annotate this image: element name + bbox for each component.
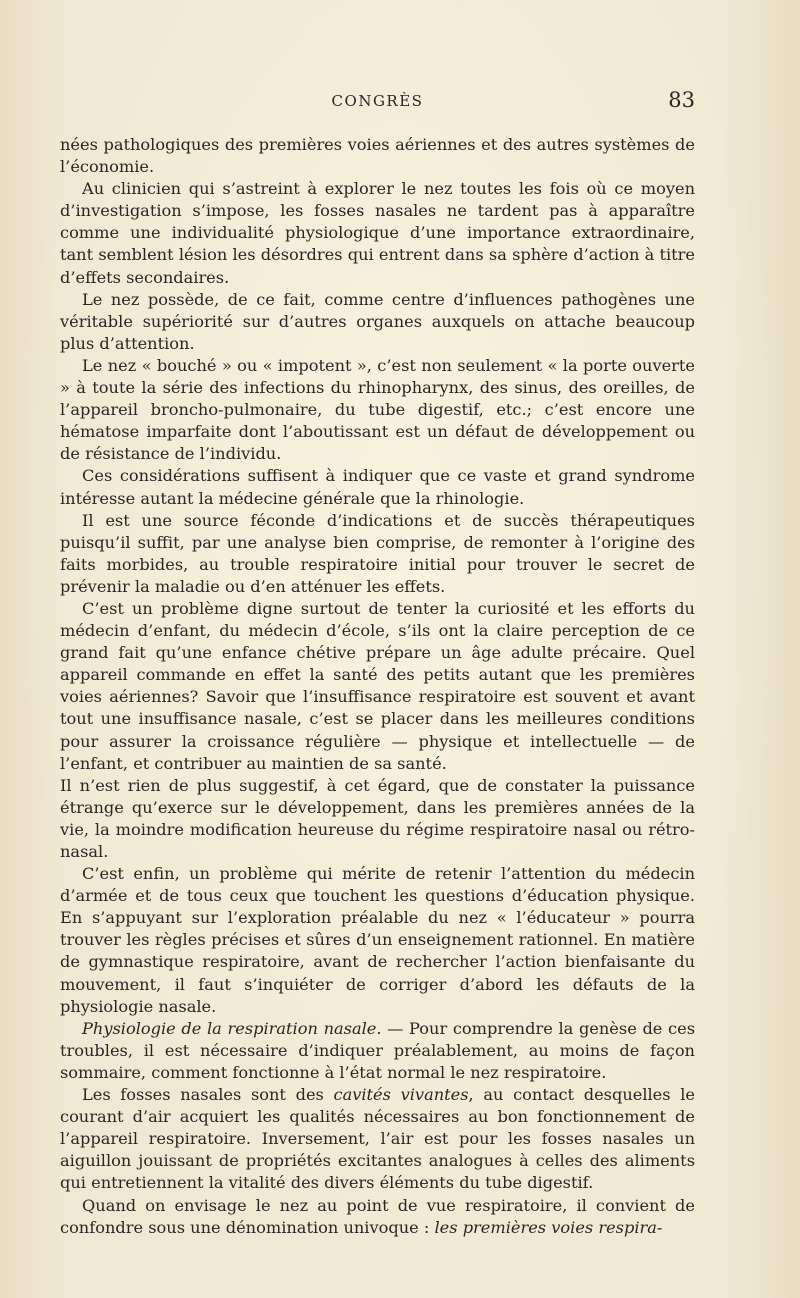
italic-text: cavités vivantes [333,1085,469,1105]
text-run: , au contact desquelles le courant d’air acquiert les qualités nécessaires au bon fonctionnement de l’appareil respiratoire. Inversement, l’air est pour les fosses nasales un aiguillon jouissant de propriétés excitantes analogues à celles des aliments qui entretiennent la vitalité des divers éléments du tube digestif. [60,1085,695,1193]
page-header [60,88,695,118]
paragraph [60,1195,695,1239]
text-run: Quand on envisage le nez au point de vue respiratoire, il convient de confondre sous une dénomination univoque : [60,1195,695,1237]
paragraph [60,1018,695,1084]
text-run: Le nez possède, de ce fait, comme centre d’influences pathogènes une véritable supériorité sur d’autres organes auxquels on attache beaucoup plus d’attention. [60,289,695,353]
text-run: — Pour comprendre la genèse de ces troubles, il est nécessaire d’indiquer préalablement, au moins de façon sommaire, comment fonctionne à l’état normal le nez respiratoire. [60,1018,695,1082]
paragraph [60,134,695,178]
text-run: C’est un problème digne surtout de tenter la curiosité et les efforts du médecin d’enfant, du médecin d’école, s’ils ont la claire perception de ce grand fait qu’une enfance chétive prépare un âge adulte précaire. Quel appareil commande en effet la santé des petits autant que les premières voies aériennes? Savoir que l’insuffisance respiratoire est souvent et avant tout une insuffisance nasale, c’est se placer dans les meilleures conditions pour assurer la croissance régulière — physique et intellectuelle — de l’enfant, et contribuer au maintien de sa santé. [60,598,695,773]
text-run: nées pathologiques des premières voies aériennes et des autres systèmes de l’économie. [60,135,695,177]
text-run: Il n’est rien de plus suggestif, à cet égard, que de constater la puissance étrange qu’exerce sur le développement, dans les premières années de la vie, la moindre modification heureuse du régime respiratoire nasal ou rétro-nasal. [60,775,695,861]
paragraph [60,1084,695,1194]
text-run: Il est une source féconde d’indications et de succès thérapeutiques puisqu’il suffit, par une analyse bien comprise, de remonter à l’origine des faits morbides, au trouble respiratoire initial pour trouver le secret de prévenir la maladie ou d’en atténuer les effets. [60,510,695,596]
italic-text: Physiologie de la respiration nasale. [82,1018,382,1038]
paragraph [60,775,695,863]
text-run: Ces considérations suffisent à indiquer que ce vaste et grand syndrome intéresse autant la médecine générale que la rhinologie. [60,466,695,508]
text-run: Les fosses nasales sont des [82,1085,334,1105]
body-text [60,134,695,1239]
text-run: C’est enfin, un problème qui mérite de retenir l’attention du médecin d’armée et de tous ceux que touchent les questions d’éducation physique. En s’appuyant sur l’exploration préalable du nez « l’éducateur » pourra trouver les règles précises et sûres d’un enseignement rationnel. En matière de gymnastique respiratoire, avant de rechercher l’action bienfaisante du mouvement, il faut s’inquiéter de corriger d’abord les défauts de la physiologie nasale. [60,864,695,1016]
page-number: 83 [668,88,695,112]
paragraph [60,598,695,775]
paragraph [60,289,695,355]
italic-text: les premières voies respira- [434,1217,663,1237]
text-run: Au clinicien qui s’astreint à explorer le nez toutes les fois où ce moyen d’investigation s’impose, les fosses nasales ne tardent pas à apparaître comme une individualité physiologique d’une importance extraordinaire, tant semblent lésion les désordres qui entrent dans sa sphère d’action à titre d’effets secondaires. [60,179,695,287]
paragraph [60,178,695,288]
paragraph [60,355,695,465]
running-title: CONGRÈS [331,92,424,110]
paragraph [60,863,695,1018]
paragraph [60,510,695,598]
text-run: Le nez « bouché » ou « impotent », c’est non seulement « la porte ouverte » à toute la série des infections du rhinopharynx, des sinus, des oreilles, de l’appareil broncho-pulmonaire, du tube digestif, etc.; c’est encore une hématose imparfaite dont l’aboutissant est un défaut de développement ou de résistance de l’individu. [60,355,695,464]
paragraph [60,465,695,509]
